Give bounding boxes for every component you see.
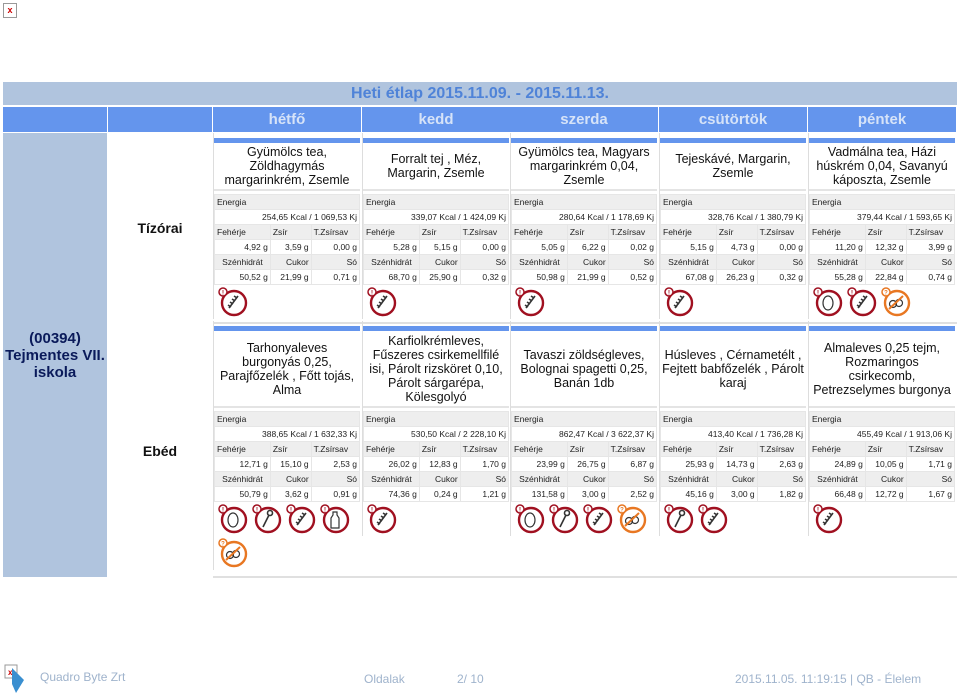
- fat-label: Zsír: [419, 442, 460, 457]
- sugar-label: Cukor: [716, 255, 757, 270]
- energy-value: 862,47 Kcal / 3 622,37 Kj: [512, 427, 657, 442]
- sat-fat-label: T.Zsírsav: [608, 442, 656, 457]
- svg-text:?: ?: [620, 507, 624, 514]
- menu-cell-ebed: [808, 321, 955, 536]
- energy-label: Energia: [364, 412, 509, 427]
- allergen-nuts-maybe-icon: [617, 504, 647, 534]
- energy-value: 339,07 Kcal / 1 424,09 Kj: [364, 210, 509, 225]
- protein-value: 25,93 g: [661, 457, 717, 472]
- sugar-label: Cukor: [567, 255, 608, 270]
- svg-text:!: !: [222, 290, 224, 297]
- energy-label: Energia: [512, 412, 657, 427]
- day-header-3: csütörtök: [659, 107, 807, 132]
- sugar-value: 12,72 g: [865, 487, 906, 502]
- carb-value: 55,28 g: [810, 270, 866, 285]
- allergen-icons: [511, 502, 657, 536]
- carb-label: Szénhidrát: [215, 255, 271, 270]
- nutrition-table: [660, 194, 806, 285]
- sugar-label: Cukor: [419, 472, 460, 487]
- nutrition-table: [214, 194, 360, 285]
- footer-pages-label: Oldalak: [364, 672, 405, 686]
- sat-fat-value: 0,00 g: [311, 240, 359, 255]
- salt-value: 1,21 g: [460, 487, 508, 502]
- svg-text:!: !: [290, 507, 292, 514]
- allergen-gluten-icon: [813, 504, 843, 534]
- energy-label: Energia: [661, 412, 806, 427]
- sat-fat-label: T.Zsírsav: [460, 225, 508, 240]
- sat-fat-label: T.Zsírsav: [460, 442, 508, 457]
- salt-value: 0,32 g: [460, 270, 508, 285]
- protein-label: Fehérje: [364, 225, 420, 240]
- fat-label: Zsír: [567, 225, 608, 240]
- fat-value: 6,22 g: [567, 240, 608, 255]
- allergen-egg-icon: [218, 504, 248, 534]
- svg-text:x: x: [8, 668, 13, 677]
- nutrition-table: [511, 194, 657, 285]
- salt-label: Só: [311, 255, 359, 270]
- allergen-milk-icon: [320, 504, 350, 534]
- allergen-egg-icon: [515, 504, 545, 534]
- protein-label: Fehérje: [512, 225, 568, 240]
- menu-cell-ebed: [213, 321, 360, 570]
- protein-value: 5,15 g: [661, 240, 717, 255]
- sugar-value: 21,99 g: [270, 270, 311, 285]
- sat-fat-value: 2,63 g: [757, 457, 805, 472]
- meal-label-ebed: Ebéd: [142, 443, 178, 459]
- energy-value: 328,76 Kcal / 1 380,79 Kj: [661, 210, 806, 225]
- allergen-egg-icon: [813, 287, 843, 317]
- salt-value: 0,71 g: [311, 270, 359, 285]
- sugar-label: Cukor: [270, 255, 311, 270]
- sugar-label: Cukor: [716, 472, 757, 487]
- allergen-icons: [511, 285, 657, 319]
- allergen-gluten-icon: [664, 287, 694, 317]
- dish-name: Húsleves , Cérnametélt , Fejtett babfőzelék , Párolt karaj: [660, 331, 806, 408]
- fat-label: Zsír: [270, 442, 311, 457]
- allergen-icons: [214, 285, 360, 319]
- menu-cell-ebed: [510, 321, 657, 536]
- svg-text:!: !: [256, 507, 258, 514]
- sat-fat-value: 3,99 g: [906, 240, 954, 255]
- carb-label: Szénhidrát: [661, 472, 717, 487]
- protein-label: Fehérje: [810, 442, 866, 457]
- fat-value: 10,05 g: [865, 457, 906, 472]
- salt-value: 0,52 g: [608, 270, 656, 285]
- sat-fat-label: T.Zsírsav: [757, 442, 805, 457]
- carb-label: Szénhidrát: [364, 472, 420, 487]
- dish-name: Vadmálna tea, Házi húskrém 0,04, Savanyú káposzta, Zsemle: [809, 143, 955, 191]
- sugar-label: Cukor: [567, 472, 608, 487]
- dish-name: Tejeskávé, Margarin, Zsemle: [660, 143, 806, 191]
- svg-text:!: !: [222, 507, 224, 514]
- energy-label: Energia: [512, 195, 657, 210]
- carb-label: Szénhidrát: [364, 255, 420, 270]
- sugar-value: 26,23 g: [716, 270, 757, 285]
- protein-value: 5,05 g: [512, 240, 568, 255]
- energy-value: 530,50 Kcal / 2 228,10 Kj: [364, 427, 509, 442]
- sat-fat-value: 0,02 g: [608, 240, 656, 255]
- carb-label: Szénhidrát: [215, 472, 271, 487]
- allergen-gluten-icon: [367, 287, 397, 317]
- energy-label: Energia: [215, 195, 360, 210]
- protein-value: 11,20 g: [810, 240, 866, 255]
- energy-label: Energia: [215, 412, 360, 427]
- svg-text:!: !: [371, 507, 373, 514]
- dish-name: Almaleves 0,25 tejm, Rozmaringos csirkecomb, Petrezselymes burgonya: [809, 331, 955, 408]
- salt-value: 0,74 g: [906, 270, 954, 285]
- sugar-value: 0,24 g: [419, 487, 460, 502]
- fat-label: Zsír: [865, 442, 906, 457]
- energy-value: 455,49 Kcal / 1 913,06 Kj: [810, 427, 955, 442]
- sugar-label: Cukor: [865, 255, 906, 270]
- allergen-icons: [660, 502, 806, 536]
- carb-value: 131,58 g: [512, 487, 568, 502]
- svg-text:!: !: [702, 507, 704, 514]
- sugar-value: 3,00 g: [716, 487, 757, 502]
- allergen-icons: [214, 502, 360, 570]
- day-header-2: szerda: [510, 107, 658, 132]
- meal-label-tizorai: Tízórai: [137, 220, 183, 236]
- protein-label: Fehérje: [215, 225, 271, 240]
- protein-label: Fehérje: [661, 442, 717, 457]
- allergen-gluten-icon: [583, 504, 613, 534]
- header-blank: [3, 107, 107, 132]
- allergen-nuts-maybe-icon: [218, 538, 248, 568]
- menu-cell-tizorai: [213, 133, 360, 319]
- carb-value: 50,52 g: [215, 270, 271, 285]
- salt-label: Só: [311, 472, 359, 487]
- sugar-label: Cukor: [419, 255, 460, 270]
- svg-text:!: !: [371, 290, 373, 297]
- carb-label: Szénhidrát: [661, 255, 717, 270]
- svg-text:!: !: [587, 507, 589, 514]
- allergen-icons: [809, 285, 955, 319]
- protein-value: 26,02 g: [364, 457, 420, 472]
- sugar-value: 3,00 g: [567, 487, 608, 502]
- energy-value: 379,44 Kcal / 1 593,65 Kj: [810, 210, 955, 225]
- fat-value: 15,10 g: [270, 457, 311, 472]
- svg-text:!: !: [553, 507, 555, 514]
- sugar-label: Cukor: [270, 472, 311, 487]
- svg-text:?: ?: [221, 541, 225, 548]
- carb-label: Szénhidrát: [512, 472, 568, 487]
- allergen-gluten-icon: [218, 287, 248, 317]
- page-title: Heti étlap 2015.11.09. - 2015.11.13.: [3, 82, 957, 105]
- menu-cell-ebed: [659, 321, 806, 536]
- fat-value: 12,32 g: [865, 240, 906, 255]
- salt-label: Só: [757, 472, 805, 487]
- svg-text:!: !: [668, 507, 670, 514]
- allergen-celery-icon: [549, 504, 579, 534]
- protein-value: 23,99 g: [512, 457, 568, 472]
- footer-company: Quadro Byte Zrt: [40, 670, 126, 684]
- sugar-value: 22,84 g: [865, 270, 906, 285]
- fat-value: 12,83 g: [419, 457, 460, 472]
- dish-name: Gyümölcs tea, Magyars margarinkrém 0,04, Zsemle: [511, 143, 657, 191]
- fat-label: Zsír: [270, 225, 311, 240]
- svg-text:!: !: [519, 507, 521, 514]
- allergen-icons: [660, 285, 806, 319]
- svg-text:!: !: [324, 507, 326, 514]
- salt-label: Só: [757, 255, 805, 270]
- day-header-4: péntek: [808, 107, 956, 132]
- salt-value: 1,67 g: [906, 487, 954, 502]
- nutrition-table: [660, 411, 806, 502]
- allergen-celery-icon: [664, 504, 694, 534]
- energy-value: 280,64 Kcal / 1 178,69 Kj: [512, 210, 657, 225]
- energy-value: 388,65 Kcal / 1 632,33 Kj: [215, 427, 360, 442]
- energy-value: 413,40 Kcal / 1 736,28 Kj: [661, 427, 806, 442]
- protein-label: Fehérje: [512, 442, 568, 457]
- sugar-value: 21,99 g: [567, 270, 608, 285]
- dish-name: Gyümölcs tea, Zöldhagymás margarinkrém, Zsemle: [214, 143, 360, 191]
- protein-label: Fehérje: [661, 225, 717, 240]
- salt-value: 0,32 g: [757, 270, 805, 285]
- svg-text:!: !: [668, 290, 670, 297]
- protein-value: 5,28 g: [364, 240, 420, 255]
- fat-value: 14,73 g: [716, 457, 757, 472]
- dish-name: Karfiolkrémleves, Fűszeres csirkemellfilé isi, Párolt rizsköret 0,10, Párolt sárgarépa, Kölesgolyó: [363, 331, 509, 408]
- salt-label: Só: [608, 255, 656, 270]
- sat-fat-value: 2,53 g: [311, 457, 359, 472]
- svg-text:!: !: [519, 290, 521, 297]
- sat-fat-label: T.Zsírsav: [906, 442, 954, 457]
- fat-label: Zsír: [865, 225, 906, 240]
- carb-value: 68,70 g: [364, 270, 420, 285]
- allergen-icons: [363, 285, 509, 319]
- allergen-gluten-icon: [367, 504, 397, 534]
- footer-timestamp: 2015.11.05. 11:19:15 | QB - Élelem: [735, 672, 922, 686]
- carb-value: 67,08 g: [661, 270, 717, 285]
- salt-value: 1,82 g: [757, 487, 805, 502]
- protein-label: Fehérje: [810, 225, 866, 240]
- allergen-icons: [363, 502, 509, 536]
- carb-label: Szénhidrát: [512, 255, 568, 270]
- header-blank-2: [108, 107, 212, 132]
- allergen-gluten-icon: [515, 287, 545, 317]
- dish-name: Tavaszi zöldségleves, Bolognai spagetti 0,25, Banán 1db: [511, 331, 657, 408]
- salt-label: Só: [460, 255, 508, 270]
- dish-name: Tarhonyaleves burgonyás 0,25, Parajfőzelék , Főtt tojás, Alma: [214, 331, 360, 408]
- dish-name: Forralt tej , Méz, Margarin, Zsemle: [363, 143, 509, 191]
- sat-fat-label: T.Zsírsav: [311, 225, 359, 240]
- fat-value: 4,73 g: [716, 240, 757, 255]
- fat-value: 3,59 g: [270, 240, 311, 255]
- sat-fat-value: 0,00 g: [460, 240, 508, 255]
- sugar-label: Cukor: [865, 472, 906, 487]
- salt-value: 2,52 g: [608, 487, 656, 502]
- day-header-1: kedd: [362, 107, 510, 132]
- svg-text:!: !: [817, 507, 819, 514]
- sat-fat-label: T.Zsírsav: [906, 225, 954, 240]
- svg-text:!: !: [817, 290, 819, 297]
- protein-value: 4,92 g: [215, 240, 271, 255]
- carb-value: 50,98 g: [512, 270, 568, 285]
- sat-fat-label: T.Zsírsav: [608, 225, 656, 240]
- carb-label: Szénhidrát: [810, 255, 866, 270]
- sugar-value: 3,62 g: [270, 487, 311, 502]
- sat-fat-label: T.Zsírsav: [757, 225, 805, 240]
- allergen-nuts-maybe-icon: [881, 287, 911, 317]
- allergen-gluten-icon: [847, 287, 877, 317]
- fat-label: Zsír: [716, 442, 757, 457]
- fat-value: 5,15 g: [419, 240, 460, 255]
- allergen-gluten-icon: [286, 504, 316, 534]
- day-header-0: hétfő: [213, 107, 361, 132]
- allergen-icons: [809, 502, 955, 536]
- salt-label: Só: [906, 472, 954, 487]
- svg-text:!: !: [851, 290, 853, 297]
- carb-value: 45,16 g: [661, 487, 717, 502]
- menu-cell-ebed: [362, 321, 509, 536]
- nutrition-table: [363, 194, 509, 285]
- row-divider: [213, 576, 957, 578]
- sat-fat-value: 1,71 g: [906, 457, 954, 472]
- energy-label: Energia: [810, 195, 955, 210]
- fat-label: Zsír: [716, 225, 757, 240]
- svg-text:?: ?: [884, 290, 888, 297]
- sat-fat-value: 6,87 g: [608, 457, 656, 472]
- energy-value: 254,65 Kcal / 1 069,53 Kj: [215, 210, 360, 225]
- protein-label: Fehérje: [364, 442, 420, 457]
- fat-label: Zsír: [567, 442, 608, 457]
- menu-cell-tizorai: [362, 133, 509, 319]
- energy-label: Energia: [810, 412, 955, 427]
- salt-label: Só: [460, 472, 508, 487]
- carb-value: 74,36 g: [364, 487, 420, 502]
- salt-label: Só: [906, 255, 954, 270]
- institution-name: (00394) Tejmentes VII. iskola: [3, 133, 107, 577]
- allergen-gluten-icon: [698, 504, 728, 534]
- carb-value: 50,79 g: [215, 487, 271, 502]
- broken-image-icon: x: [3, 3, 17, 18]
- energy-label: Energia: [661, 195, 806, 210]
- nutrition-table: [214, 411, 360, 502]
- protein-value: 12,71 g: [215, 457, 271, 472]
- footer-page-number: 2/ 10: [457, 672, 484, 686]
- nutrition-table: [809, 194, 955, 285]
- fat-value: 26,75 g: [567, 457, 608, 472]
- allergen-celery-icon: [252, 504, 282, 534]
- sat-fat-label: T.Zsírsav: [311, 442, 359, 457]
- protein-label: Fehérje: [215, 442, 271, 457]
- nutrition-table: [809, 411, 955, 502]
- sat-fat-value: 0,00 g: [757, 240, 805, 255]
- energy-label: Energia: [364, 195, 509, 210]
- menu-cell-tizorai: [808, 133, 955, 319]
- carb-label: Szénhidrát: [810, 472, 866, 487]
- nutrition-table: [511, 411, 657, 502]
- fat-label: Zsír: [419, 225, 460, 240]
- salt-value: 0,91 g: [311, 487, 359, 502]
- nutrition-table: [363, 411, 509, 502]
- carb-value: 66,48 g: [810, 487, 866, 502]
- sat-fat-value: 1,70 g: [460, 457, 508, 472]
- menu-cell-tizorai: [510, 133, 657, 319]
- menu-cell-tizorai: [659, 133, 806, 319]
- salt-label: Só: [608, 472, 656, 487]
- sugar-value: 25,90 g: [419, 270, 460, 285]
- company-logo: [4, 664, 26, 697]
- protein-value: 24,89 g: [810, 457, 866, 472]
